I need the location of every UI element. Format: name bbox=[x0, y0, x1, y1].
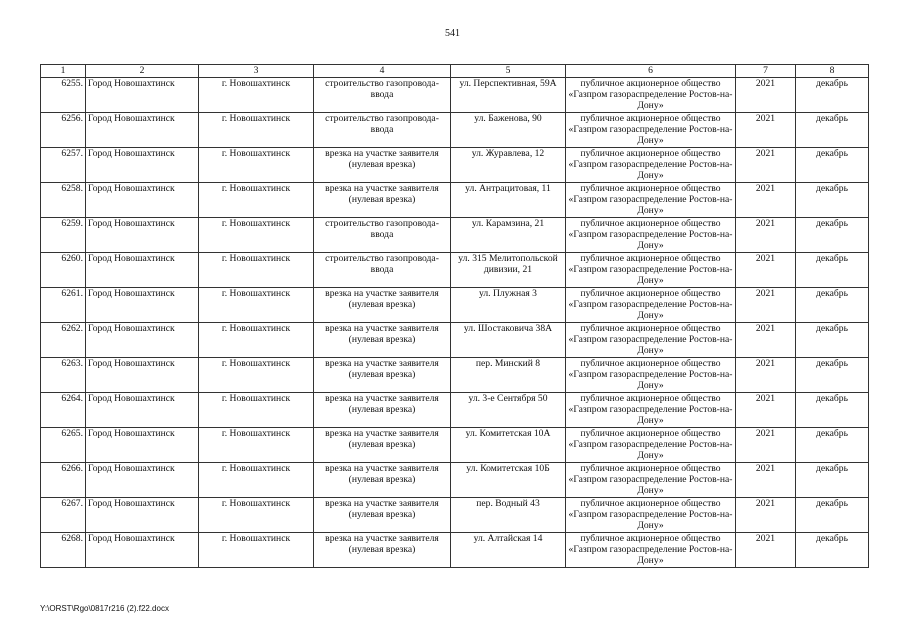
address-cell: ул. Комитетская 10А bbox=[451, 428, 566, 463]
district-cell: Город Новошахтинск bbox=[86, 463, 199, 498]
month-cell: декабрь bbox=[796, 533, 869, 568]
locality-cell: г. Новошахтинск bbox=[199, 253, 314, 288]
table-row bbox=[41, 358, 869, 393]
work-type-cell: строительство газопровода-ввода bbox=[314, 218, 451, 253]
work-type-cell: врезка на участке заявителя (нулевая врезка) bbox=[314, 183, 451, 218]
year-cell: 2021 bbox=[736, 358, 796, 393]
district-cell: Город Новошахтинск bbox=[86, 78, 199, 113]
table-row bbox=[41, 323, 869, 358]
page-number: 541 bbox=[445, 28, 460, 39]
locality-cell: г. Новошахтинск bbox=[199, 148, 314, 183]
registry-table bbox=[40, 64, 869, 568]
locality-cell: г. Новошахтинск bbox=[199, 323, 314, 358]
table-row bbox=[41, 253, 869, 288]
table-row bbox=[41, 148, 869, 183]
locality-cell: г. Новошахтинск bbox=[199, 498, 314, 533]
work-type-cell: строительство газопровода-ввода bbox=[314, 113, 451, 148]
table-row bbox=[41, 113, 869, 148]
district-cell: Город Новошахтинск bbox=[86, 218, 199, 253]
address-cell: пер. Минский 8 bbox=[451, 358, 566, 393]
locality-cell: г. Новошахтинск bbox=[199, 533, 314, 568]
work-type-cell: врезка на участке заявителя (нулевая врезка) bbox=[314, 288, 451, 323]
month-cell: декабрь bbox=[796, 113, 869, 148]
locality-cell: г. Новошахтинск bbox=[199, 393, 314, 428]
organization-cell: публичное акционерное общество «Газпром газораспределение Ростов-на-Дону» bbox=[566, 393, 736, 428]
year-cell: 2021 bbox=[736, 78, 796, 113]
district-cell: Город Новошахтинск bbox=[86, 183, 199, 218]
organization-cell: публичное акционерное общество «Газпром газораспределение Ростов-на-Дону» bbox=[566, 463, 736, 498]
organization-cell: публичное акционерное общество «Газпром газораспределение Ростов-на-Дону» bbox=[566, 183, 736, 218]
column-header: 2 bbox=[86, 65, 199, 78]
district-cell: Город Новошахтинск bbox=[86, 253, 199, 288]
work-type-cell: врезка на участке заявителя (нулевая врезка) bbox=[314, 463, 451, 498]
address-cell: ул. 315 Мелитопольской дивизии, 21 bbox=[451, 253, 566, 288]
month-cell: декабрь bbox=[796, 253, 869, 288]
table-row bbox=[41, 428, 869, 463]
year-cell: 2021 bbox=[736, 533, 796, 568]
district-cell: Город Новошахтинск bbox=[86, 113, 199, 148]
row-number: 6258. bbox=[41, 183, 86, 218]
locality-cell: г. Новошахтинск bbox=[199, 113, 314, 148]
locality-cell: г. Новошахтинск bbox=[199, 78, 314, 113]
district-cell: Город Новошахтинск bbox=[86, 288, 199, 323]
row-number: 6257. bbox=[41, 148, 86, 183]
row-number: 6261. bbox=[41, 288, 86, 323]
table-row bbox=[41, 218, 869, 253]
address-cell: пер. Водный 43 bbox=[451, 498, 566, 533]
row-number: 6262. bbox=[41, 323, 86, 358]
year-cell: 2021 bbox=[736, 288, 796, 323]
locality-cell: г. Новошахтинск bbox=[199, 218, 314, 253]
work-type-cell: врезка на участке заявителя (нулевая врезка) bbox=[314, 393, 451, 428]
organization-cell: публичное акционерное общество «Газпром газораспределение Ростов-на-Дону» bbox=[566, 288, 736, 323]
work-type-cell: врезка на участке заявителя (нулевая врезка) bbox=[314, 323, 451, 358]
organization-cell: публичное акционерное общество «Газпром газораспределение Ростов-на-Дону» bbox=[566, 148, 736, 183]
row-number: 6263. bbox=[41, 358, 86, 393]
table-body bbox=[41, 78, 869, 568]
footer-file-path: Y:\ORST\Rgo\0817r216 (2).f22.docx bbox=[40, 604, 169, 613]
row-number: 6259. bbox=[41, 218, 86, 253]
year-cell: 2021 bbox=[736, 428, 796, 463]
work-type-cell: врезка на участке заявителя (нулевая врезка) bbox=[314, 148, 451, 183]
year-cell: 2021 bbox=[736, 218, 796, 253]
month-cell: декабрь bbox=[796, 463, 869, 498]
year-cell: 2021 bbox=[736, 393, 796, 428]
month-cell: декабрь bbox=[796, 358, 869, 393]
table-row bbox=[41, 78, 869, 113]
table-row bbox=[41, 498, 869, 533]
month-cell: декабрь bbox=[796, 393, 869, 428]
district-cell: Город Новошахтинск bbox=[86, 358, 199, 393]
address-cell: ул. Перспективная, 59А bbox=[451, 78, 566, 113]
work-type-cell: строительство газопровода-ввода bbox=[314, 78, 451, 113]
locality-cell: г. Новошахтинск bbox=[199, 463, 314, 498]
row-number: 6267. bbox=[41, 498, 86, 533]
address-cell: ул. Шостаковича 38А bbox=[451, 323, 566, 358]
organization-cell: публичное акционерное общество «Газпром газораспределение Ростов-на-Дону» bbox=[566, 323, 736, 358]
locality-cell: г. Новошахтинск bbox=[199, 288, 314, 323]
month-cell: декабрь bbox=[796, 78, 869, 113]
table-row bbox=[41, 463, 869, 498]
address-cell: ул. Карамзина, 21 bbox=[451, 218, 566, 253]
address-cell: ул. Журавлева, 12 bbox=[451, 148, 566, 183]
address-cell: ул. Баженова, 90 bbox=[451, 113, 566, 148]
locality-cell: г. Новошахтинск bbox=[199, 358, 314, 393]
column-header: 5 bbox=[451, 65, 566, 78]
row-number: 6268. bbox=[41, 533, 86, 568]
district-cell: Город Новошахтинск bbox=[86, 393, 199, 428]
table-row bbox=[41, 533, 869, 568]
column-header: 8 bbox=[796, 65, 869, 78]
month-cell: декабрь bbox=[796, 148, 869, 183]
month-cell: декабрь bbox=[796, 218, 869, 253]
district-cell: Город Новошахтинск bbox=[86, 533, 199, 568]
row-number: 6256. bbox=[41, 113, 86, 148]
organization-cell: публичное акционерное общество «Газпром газораспределение Ростов-на-Дону» bbox=[566, 428, 736, 463]
row-number: 6266. bbox=[41, 463, 86, 498]
address-cell: ул. 3-е Сентября 50 bbox=[451, 393, 566, 428]
organization-cell: публичное акционерное общество «Газпром газораспределение Ростов-на-Дону» bbox=[566, 253, 736, 288]
row-number: 6260. bbox=[41, 253, 86, 288]
work-type-cell: врезка на участке заявителя (нулевая врезка) bbox=[314, 428, 451, 463]
month-cell: декабрь bbox=[796, 323, 869, 358]
month-cell: декабрь bbox=[796, 288, 869, 323]
table-row bbox=[41, 183, 869, 218]
address-cell: ул. Плужная 3 bbox=[451, 288, 566, 323]
district-cell: Город Новошахтинск bbox=[86, 148, 199, 183]
organization-cell: публичное акционерное общество «Газпром газораспределение Ростов-на-Дону» bbox=[566, 358, 736, 393]
year-cell: 2021 bbox=[736, 463, 796, 498]
organization-cell: публичное акционерное общество «Газпром газораспределение Ростов-на-Дону» bbox=[566, 113, 736, 148]
column-header: 4 bbox=[314, 65, 451, 78]
organization-cell: публичное акционерное общество «Газпром газораспределение Ростов-на-Дону» bbox=[566, 78, 736, 113]
table-row bbox=[41, 393, 869, 428]
year-cell: 2021 bbox=[736, 183, 796, 218]
organization-cell: публичное акционерное общество «Газпром газораспределение Ростов-на-Дону» bbox=[566, 533, 736, 568]
year-cell: 2021 bbox=[736, 148, 796, 183]
locality-cell: г. Новошахтинск bbox=[199, 428, 314, 463]
column-header: 3 bbox=[199, 65, 314, 78]
work-type-cell: врезка на участке заявителя (нулевая врезка) bbox=[314, 533, 451, 568]
locality-cell: г. Новошахтинск bbox=[199, 183, 314, 218]
month-cell: декабрь bbox=[796, 183, 869, 218]
column-header: 1 bbox=[41, 65, 86, 78]
column-header: 7 bbox=[736, 65, 796, 78]
address-cell: ул. Комитетская 10Б bbox=[451, 463, 566, 498]
district-cell: Город Новошахтинск bbox=[86, 428, 199, 463]
year-cell: 2021 bbox=[736, 498, 796, 533]
district-cell: Город Новошахтинск bbox=[86, 323, 199, 358]
month-cell: декабрь bbox=[796, 428, 869, 463]
row-number: 6264. bbox=[41, 393, 86, 428]
row-number: 6255. bbox=[41, 78, 86, 113]
column-number-row bbox=[41, 65, 869, 78]
address-cell: ул. Антрацитовая, 11 bbox=[451, 183, 566, 218]
district-cell: Город Новошахтинск bbox=[86, 498, 199, 533]
work-type-cell: врезка на участке заявителя (нулевая врезка) bbox=[314, 498, 451, 533]
year-cell: 2021 bbox=[736, 253, 796, 288]
address-cell: ул. Алтайская 14 bbox=[451, 533, 566, 568]
year-cell: 2021 bbox=[736, 323, 796, 358]
organization-cell: публичное акционерное общество «Газпром газораспределение Ростов-на-Дону» bbox=[566, 218, 736, 253]
column-header: 6 bbox=[566, 65, 736, 78]
organization-cell: публичное акционерное общество «Газпром газораспределение Ростов-на-Дону» bbox=[566, 498, 736, 533]
work-type-cell: врезка на участке заявителя (нулевая врезка) bbox=[314, 358, 451, 393]
table-row bbox=[41, 288, 869, 323]
year-cell: 2021 bbox=[736, 113, 796, 148]
work-type-cell: строительство газопровода-ввода bbox=[314, 253, 451, 288]
row-number: 6265. bbox=[41, 428, 86, 463]
month-cell: декабрь bbox=[796, 498, 869, 533]
